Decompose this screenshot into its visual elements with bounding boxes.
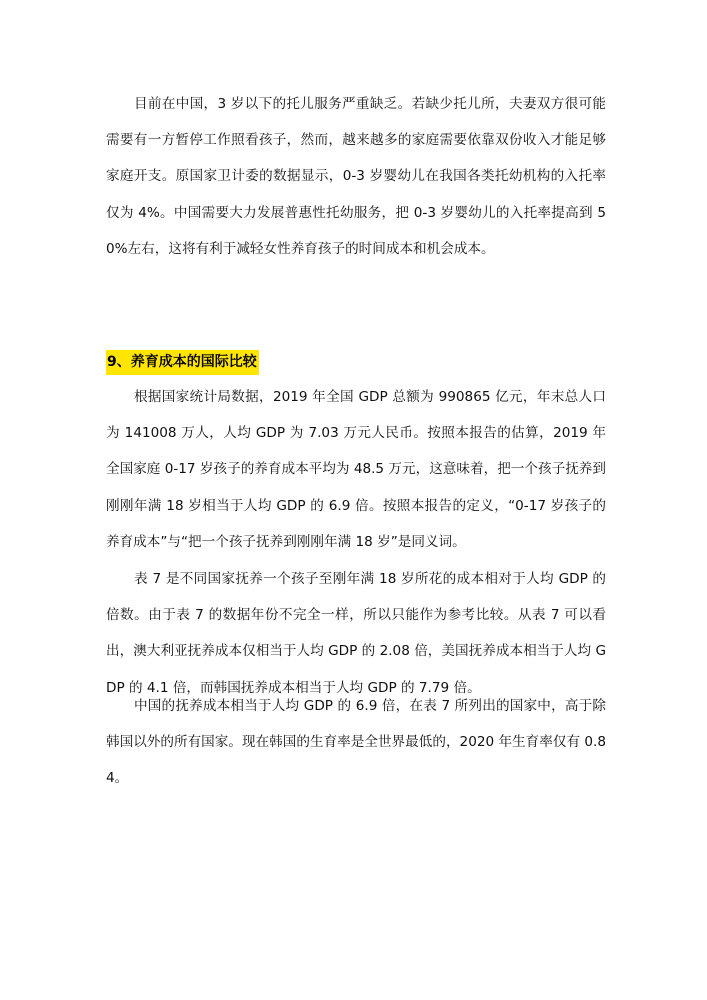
- section-heading: 9、养育成本的国际比较: [106, 350, 259, 375]
- paragraph-china-vs-korea: 中国的抚养成本相当于人均 GDP 的 6.9 倍，在表 7 所列出的国家中，高于除韩国以外的所有国家。现在韩国的生育率是全世界最低的，2020 年生育率仅有 0.84。: [106, 698, 606, 787]
- paragraph-gdp-statistics: 根据国家统计局数据，2019 年全国 GDP 总额为 990865 亿元，年末总人口为 141008 万人，人均 GDP 为 7.03 万元人民币。按照本报告的估算，2019 年全国家庭 0-17 岁孩子的养育成本平均为 48.5 万元，这意味着，把一个孩子抚养到刚刚年满 18 岁相当于人均 GDP 的 6.9 倍。按照本报告的定义，“0-17 岁孩子的养育成本”与“把一个孩子抚养到刚刚年满 18 岁”是同义词。: [106, 389, 606, 550]
- paragraph-childcare-shortage: 目前在中国，3 岁以下的托儿服务严重缺乏。若缺少托儿所，夫妻双方很可能需要有一方暂停工作照看孩子，然而，越来越多的家庭需要依靠双份收入才能足够家庭开支。原国家卫计委的数据显示，0-3 岁婴幼儿在我国各类托幼机构的入托率仅为 4%。中国需要大力发展普惠性托幼服务，把 0-3 岁婴幼儿的入托率提高到 50%左右，这将有利于减轻女性养育孩子的时间成本和机会成本。: [106, 96, 606, 257]
- paragraph-table-7-comparison: 表 7 是不同国家抚养一个孩子至刚年满 18 岁所花的成本相对于人均 GDP 的倍数。由于表 7 的数据年份不完全一样，所以只能作为参考比较。从表 7 可以看出，澳大利亚抚养成本仅相当于人均 GDP 的 2.08 倍，美国抚养成本相当于人均 GDP 的 4.1 倍，而韩国抚养成本相当于人均 GDP 的 7.79 倍。: [106, 571, 606, 696]
